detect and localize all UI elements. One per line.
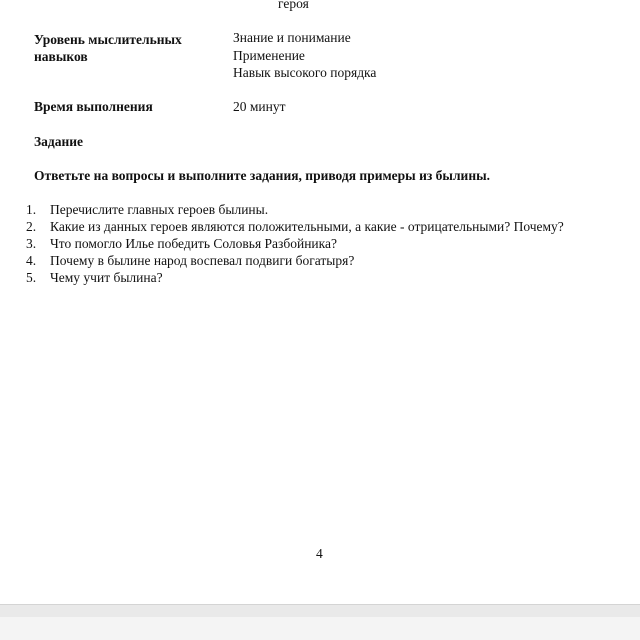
- question-item: [26, 235, 586, 252]
- page-number: 4: [316, 546, 323, 561]
- task-heading: Задание: [34, 134, 84, 149]
- question-text: Перечислите главных героев былины.: [50, 202, 269, 217]
- task-instruction: Ответьте на вопросы и выполните задания, приводя примеры из былины.: [34, 168, 491, 183]
- question-text: Чему учит былина?: [50, 270, 163, 285]
- skill-level-list: [233, 29, 376, 82]
- skill-level-item: Применение: [233, 47, 305, 63]
- time-label: Время выполнения: [34, 99, 153, 114]
- question-item: [26, 252, 586, 269]
- question-number: 4.: [26, 253, 37, 268]
- question-number: 5.: [26, 270, 37, 285]
- question-text: Что помогло Илье победить Соловья Разбойника?: [50, 236, 338, 251]
- question-item: [26, 201, 586, 218]
- question-number: 2.: [26, 219, 37, 234]
- question-list: [26, 201, 586, 286]
- skill-level-label: Уровень мыслительных навыков: [34, 32, 182, 64]
- question-item: [26, 269, 586, 286]
- question-number: 1.: [26, 202, 37, 217]
- skill-level-item: Навык высокого порядка: [233, 65, 377, 80]
- question-text: Какие из данных героев являются положительными, а какие - отрицательными? Почему?: [50, 219, 564, 234]
- next-page-edge: [0, 617, 640, 640]
- skill-level-item: Знание и понимание: [233, 30, 351, 45]
- viewer-bottom-bar: [0, 604, 640, 640]
- time-value: 20 минут: [233, 99, 286, 114]
- question-number: 3.: [26, 236, 37, 251]
- question-text: Почему в былине народ воспевал подвиги богатыря?: [50, 253, 355, 268]
- previous-row-fragment: героя: [278, 0, 309, 11]
- question-item: [26, 218, 586, 235]
